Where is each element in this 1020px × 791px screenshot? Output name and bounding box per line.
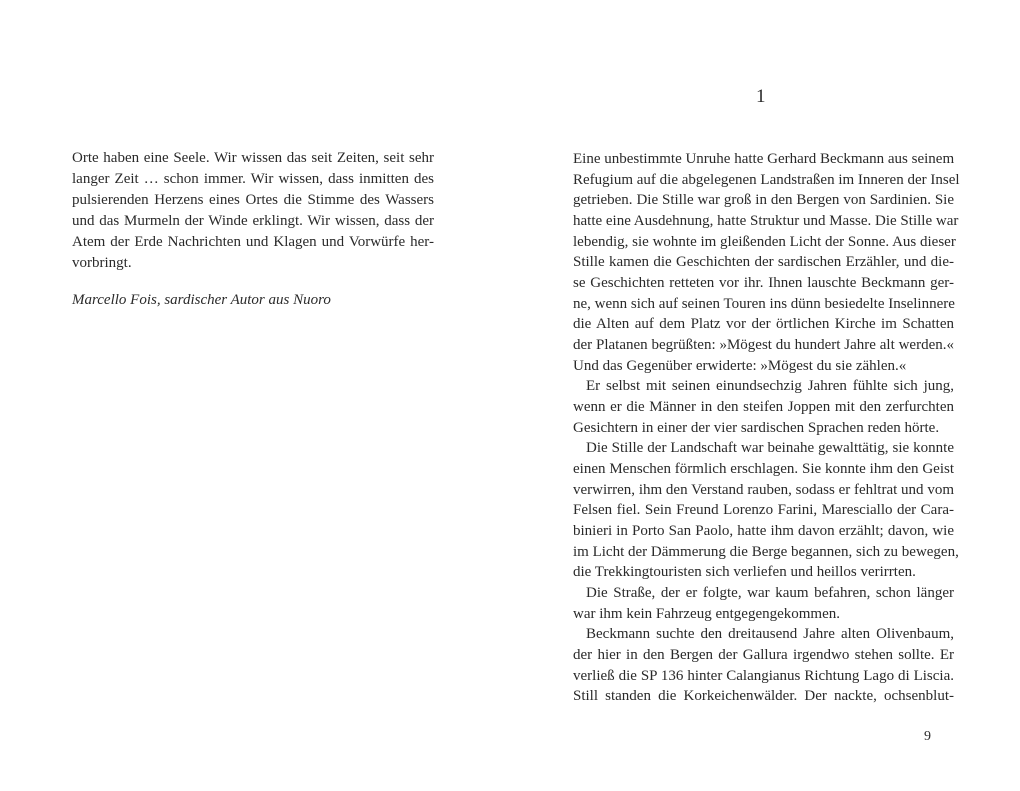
body-line: getrieben. Die Stille war groß in den Bergen von Sardinien. Sie bbox=[573, 192, 954, 208]
body-line: lebendig, sie wohnte im gleißenden Licht der Sonne. Aus dieser bbox=[573, 234, 956, 250]
body-line: Eine unbestimmte Unruhe hatte Gerhard Beckmann aus seinem bbox=[573, 151, 955, 167]
body-line: der hier in den Bergen der Gallura irgendwo stehen sollte. Er bbox=[573, 647, 954, 663]
body-line: Die Stille der Landschaft war beinahe gewalttätig, sie konnte bbox=[586, 440, 954, 456]
epigraph-attribution: Marcello Fois, sardischer Autor aus Nuoro bbox=[72, 292, 331, 308]
body-line: Stille kamen die Geschichten der sardischen Erzähler, und die- bbox=[573, 254, 954, 270]
body-line: Beckmann suchte den dreitausend Jahre alten Olivenbaum, bbox=[586, 626, 954, 642]
body-line: war ihm kein Fahrzeug entgegengekommen. bbox=[573, 606, 840, 622]
body-line: Er selbst mit seinen einundsechzig Jahren fühlte sich jung, bbox=[586, 378, 954, 394]
epigraph-line: pulsierenden Herzens eines Ortes die Stimme des Wassers bbox=[72, 192, 434, 208]
epigraph-line: langer Zeit … schon immer. Wir wissen, dass inmitten des bbox=[72, 171, 434, 187]
body-line: se Geschichten retteten vor ihr. Ihnen lauschte Beckmann ger- bbox=[573, 275, 954, 291]
epigraph-line: vorbringt. bbox=[72, 255, 132, 271]
body-line: wenn er die Männer in den steifen Joppen mit den zerfurchten bbox=[573, 399, 954, 415]
chapter-number: 1 bbox=[756, 86, 766, 107]
body-line: Refugium auf die abgelegenen Landstraßen im Inneren der Insel bbox=[573, 172, 960, 188]
body-line: verwirren, ihm den Verstand rauben, sodass er fehltrat und vom bbox=[573, 482, 954, 498]
body-line: einen Menschen förmlich erschlagen. Sie konnte ihm den Geist bbox=[573, 461, 954, 477]
body-line: verließ die SP 136 hinter Calangianus Richtung Lago di Liscia. bbox=[573, 668, 954, 684]
right-page bbox=[510, 0, 1020, 791]
body-line: Gesichtern in einer der vier sardischen Sprachen reden hörte. bbox=[573, 420, 940, 436]
body-line: der Platanen begrüßten: »Mögest du hundert Jahre alt werden.« bbox=[573, 337, 954, 353]
body-line: im Licht der Dämmerung die Berge begannen, sich zu bewegen, bbox=[573, 544, 959, 560]
body-line: binieri in Porto San Paolo, hatte ihm davon erzählt; davon, wie bbox=[573, 523, 954, 539]
body-line: hatte eine Ausdehnung, hatte Struktur und Masse. Die Stille war bbox=[573, 213, 959, 229]
body-line: Die Straße, der er folgte, war kaum befahren, schon länger bbox=[586, 585, 954, 601]
epigraph-line: Atem der Erde Nachrichten und Klagen und Vorwürfe her- bbox=[72, 234, 434, 250]
body-line: die Alten auf dem Platz vor der örtlichen Kirche im Schatten bbox=[573, 316, 954, 332]
epigraph-line: Orte haben eine Seele. Wir wissen das seit Zeiten, seit sehr bbox=[72, 150, 434, 166]
body-line: Felsen fiel. Sein Freund Lorenzo Farini, Maresciallo der Cara- bbox=[573, 502, 954, 518]
body-line: Still standen die Korkeichenwälder. Der nackte, ochsenblut- bbox=[573, 688, 954, 704]
epigraph-line: und das Murmeln der Winde erklingt. Wir wissen, dass der bbox=[72, 213, 434, 229]
page-number: 9 bbox=[924, 729, 931, 744]
body-line: Und das Gegenüber erwiderte: »Mögest du sie zählen.« bbox=[573, 358, 907, 374]
body-line: ne, wenn sich auf seinen Touren ins dünn besiedelte Inselinnere bbox=[573, 296, 955, 312]
body-line: die Trekkingtouristen sich verliefen und heillos verirrten. bbox=[573, 564, 916, 580]
